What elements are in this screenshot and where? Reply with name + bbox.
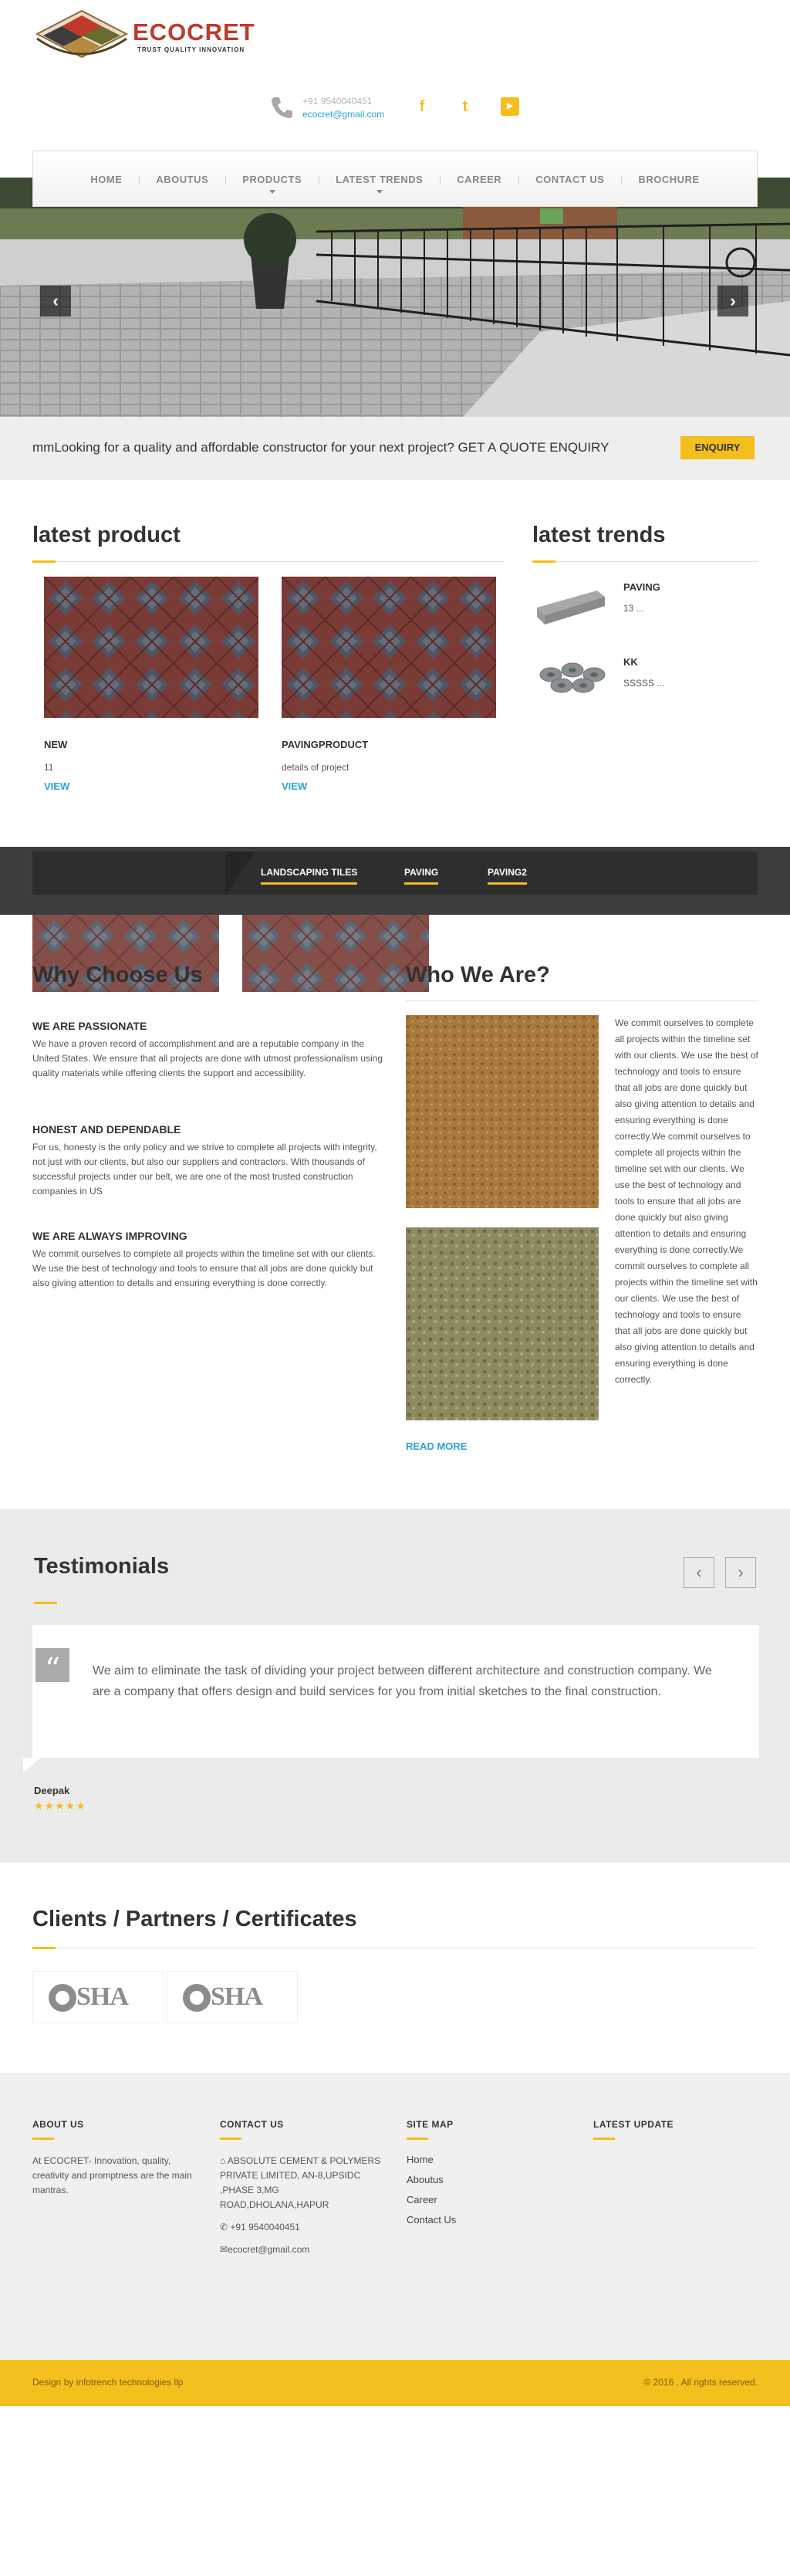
product-card: [282, 577, 496, 801]
osha-ring-icon: [183, 1984, 211, 2012]
trend-desc: SSSSS ...: [623, 678, 665, 689]
nav-products-label: PRODUCTS: [242, 174, 302, 185]
title-accent: [32, 2138, 54, 2140]
trend-image: [532, 652, 609, 706]
enquiry-button[interactable]: ENQUIRY: [680, 436, 755, 459]
tab-underline: [404, 882, 438, 885]
category-band: [0, 847, 790, 915]
nav-latest-trends-label: LATEST TRENDS: [336, 174, 424, 185]
why-heading: HONEST AND DEPENDABLE: [32, 1123, 181, 1136]
sitemap-link-contact[interactable]: Contact Us: [407, 2214, 457, 2226]
footer-phone-text: +91 9540040451: [230, 2222, 300, 2232]
rating-stars: ★★★★★: [34, 1799, 86, 1812]
design-credit[interactable]: Design by infotrench technologies llp: [32, 2377, 184, 2388]
card-tail: [23, 1758, 40, 1773]
client-logo: [32, 1971, 164, 2023]
nav-aboutus[interactable]: ABOUTUS: [139, 151, 225, 208]
footer-email[interactable]: [220, 2243, 390, 2257]
product-image[interactable]: [44, 577, 258, 718]
product-name: NEW: [44, 739, 68, 750]
products-section: [0, 480, 790, 847]
who-we-are-title: Who We Are?: [406, 963, 550, 987]
twitter-icon[interactable]: t: [462, 98, 468, 115]
envelope-icon: ✉: [220, 2244, 228, 2255]
product-view-link[interactable]: VIEW: [282, 780, 308, 792]
nav-career[interactable]: CAREER: [440, 151, 518, 208]
divider: [32, 561, 505, 562]
facebook-icon[interactable]: f: [419, 98, 425, 115]
page-bottom-space: [0, 2406, 790, 2576]
client-logo-text: SHA: [76, 1982, 128, 2011]
nav-latest-trends[interactable]: [319, 151, 440, 208]
youtube-icon[interactable]: ▶: [501, 97, 519, 116]
testimonial-author: Deepak: [34, 1785, 70, 1796]
copyright: © 2016 . All rights reserved.: [643, 2377, 758, 2388]
title-accent: [407, 2138, 428, 2140]
footer-contact-title: CONTACT US: [220, 2119, 284, 2130]
footer-about: [32, 2119, 202, 2198]
product-desc: details of project: [282, 762, 349, 773]
sitemap-link-home[interactable]: Home: [407, 2154, 434, 2165]
testimonials-section: [0, 1509, 790, 1863]
why-text: For us, honesty is the only policy and we strive to complete all projects with integrity, not just with our clients, but also our suppliers and contractors. With thousands of successful projects under our belt, we are one of the most trusted construction companies in US: [32, 1142, 377, 1197]
trend-name: KK: [623, 656, 638, 668]
why-text: We have a proven record of accomplishment and are a reputable company in the United States. We ensure that all projects are done with utmost professionalism using quality materials while offering clients the support and accessibility.: [32, 1038, 383, 1078]
clients-title: Clients / Partners / Certificates: [32, 1907, 357, 1931]
footer-latest-update: [593, 2119, 763, 2154]
why-heading: WE ARE ALWAYS IMPROVING: [32, 1230, 187, 1242]
logo-mark-icon: [34, 8, 130, 63]
title-accent: [532, 560, 555, 563]
texture-image: [406, 1227, 599, 1420]
nav-contact-us[interactable]: CONTACT US: [518, 151, 621, 208]
client-logo: [167, 1971, 298, 2023]
why-who-section: [0, 915, 790, 1509]
footer-address: [220, 2154, 390, 2212]
main-nav: [32, 151, 758, 207]
home-icon: ⌂: [220, 2155, 228, 2166]
footer-about-title: ABOUT US: [32, 2119, 84, 2130]
tab-label: PAVING2: [488, 867, 527, 878]
hero-slider: [0, 178, 790, 417]
top-phone: +91 9540040451: [302, 96, 373, 107]
nav-home[interactable]: HOME: [90, 174, 123, 185]
footer-sitemap-title: SITE MAP: [407, 2119, 454, 2130]
brand-logo[interactable]: [34, 8, 255, 63]
title-accent: [32, 1947, 56, 1949]
trend-name: PAVING: [623, 581, 660, 593]
testimonial-prev-button[interactable]: ‹: [684, 1557, 714, 1588]
tab-landscaping-tiles[interactable]: [261, 867, 357, 878]
title-accent: [220, 2138, 241, 2140]
osha-ring-icon: [49, 1984, 76, 2012]
trend-item[interactable]: [532, 652, 764, 713]
site-header: [0, 0, 790, 185]
clients-section: [0, 1863, 790, 2073]
sitemap-link-career[interactable]: Career: [407, 2194, 437, 2205]
product-desc: 11: [44, 762, 54, 773]
testimonial-next-button[interactable]: ›: [725, 1557, 756, 1588]
footer-phone: [220, 2220, 390, 2235]
nav-brochure[interactable]: BROCHURE: [621, 151, 716, 208]
tab-underline: [488, 882, 527, 885]
tab-underline: [261, 882, 357, 885]
trend-desc: 13 ...: [623, 603, 644, 614]
chevron-down-icon: [376, 190, 383, 194]
footer-about-text: At ECOCRET- Innovation, quality, creativity and promptness are the main mantras.: [32, 2155, 192, 2195]
phone-icon: [268, 94, 295, 120]
latest-trends-title: latest trends: [532, 523, 666, 547]
nav-products[interactable]: [225, 151, 319, 208]
bottom-bar: [0, 2360, 790, 2406]
product-image[interactable]: [282, 577, 496, 718]
tab-label: LANDSCAPING TILES: [261, 867, 358, 878]
testimonials-title: Testimonials: [34, 1554, 170, 1579]
footer-address-text: ABSOLUTE CEMENT & POLYMERS PRIVATE LIMITED, AN-8,UPSIDC ,PHASE 3,MG ROAD,DHOLANA,HAPUR: [220, 2155, 381, 2210]
tab-label: PAVING: [404, 867, 439, 878]
footer-sitemap: [407, 2119, 576, 2234]
hero-image: [0, 178, 790, 417]
chevron-down-icon: [269, 190, 275, 194]
why-heading: WE ARE PASSIONATE: [32, 1020, 147, 1032]
quote-bar: [0, 417, 790, 480]
category-image[interactable]: [242, 915, 429, 992]
product-view-link[interactable]: VIEW: [44, 780, 70, 792]
category-tabs: [32, 851, 758, 895]
latest-product-title: latest product: [32, 523, 181, 547]
tab-paving[interactable]: [404, 867, 438, 878]
testimonial-text: We aim to eliminate the task of dividing your project between different architecture and construction company. We are a company that offers design and build services for you from initial sketches to the final construction.: [93, 1664, 712, 1698]
brand-name: ECOCRET: [133, 19, 255, 46]
footer-email-text: ecocret@gmail.com: [228, 2244, 310, 2255]
slider-prev-button[interactable]: ‹: [40, 286, 71, 316]
why-choose-title: Why Choose Us: [32, 963, 203, 987]
title-accent: [593, 2138, 615, 2140]
texture-image: [406, 1015, 599, 1208]
footer-contact: [220, 2119, 390, 2257]
product-card: [44, 577, 258, 801]
slider-next-button[interactable]: ›: [717, 286, 748, 316]
site-footer: [0, 2073, 790, 2360]
trend-image: [532, 577, 609, 631]
footer-latest-update-title: LATEST UPDATE: [593, 2119, 674, 2130]
divider: [406, 1000, 758, 1001]
phone-icon: ✆: [220, 2222, 231, 2232]
quote-text: mmLooking for a quality and affordable constructor for your next project? GET A QUOTE ENQUIRY: [32, 440, 609, 455]
client-logo-text: SHA: [211, 1982, 262, 2011]
who-text: We commit ourselves to complete all projects within the timeline set with our clients. We use the best of technology and tools to ensure that all jobs are done quickly but also giving attention to details and ensuring everything is done correctly.We commit ourselves to complete all projects within the timeline set with our clients. We use the best of technology and tools to ensure that all jobs are done quickly but also giving attention to details and ensuring everything is done correctly.We commit ourselves to complete all projects within the timeline set with our clients. We use the best of technology and tools to ensure that all jobs are done quickly but also giving attention to details and ensuring everything is done correctly.: [615, 1017, 758, 1385]
read-more-link[interactable]: READ MORE: [406, 1440, 468, 1452]
why-text: We commit ourselves to complete all projects within the timeline set with our clients. We use the best of technology and tools to ensure that all jobs are done quickly but also giving attention to details and ensuring everything is done correctly.: [32, 1248, 376, 1288]
product-name: PAVINGPRODUCT: [282, 739, 369, 750]
title-accent: [32, 560, 56, 563]
divider: [532, 561, 758, 562]
testimonial-card: [32, 1625, 759, 1758]
tab-paving2[interactable]: [488, 867, 527, 878]
trend-item[interactable]: [532, 577, 764, 638]
sitemap-link-aboutus[interactable]: Aboutus: [407, 2174, 444, 2185]
quote-icon: “: [35, 1648, 69, 1682]
title-accent: [34, 1602, 57, 1604]
brand-tagline: TRUST QUALITY INNOVATION: [137, 46, 245, 53]
top-email-link[interactable]: ecocret@gmail.com: [302, 109, 385, 120]
